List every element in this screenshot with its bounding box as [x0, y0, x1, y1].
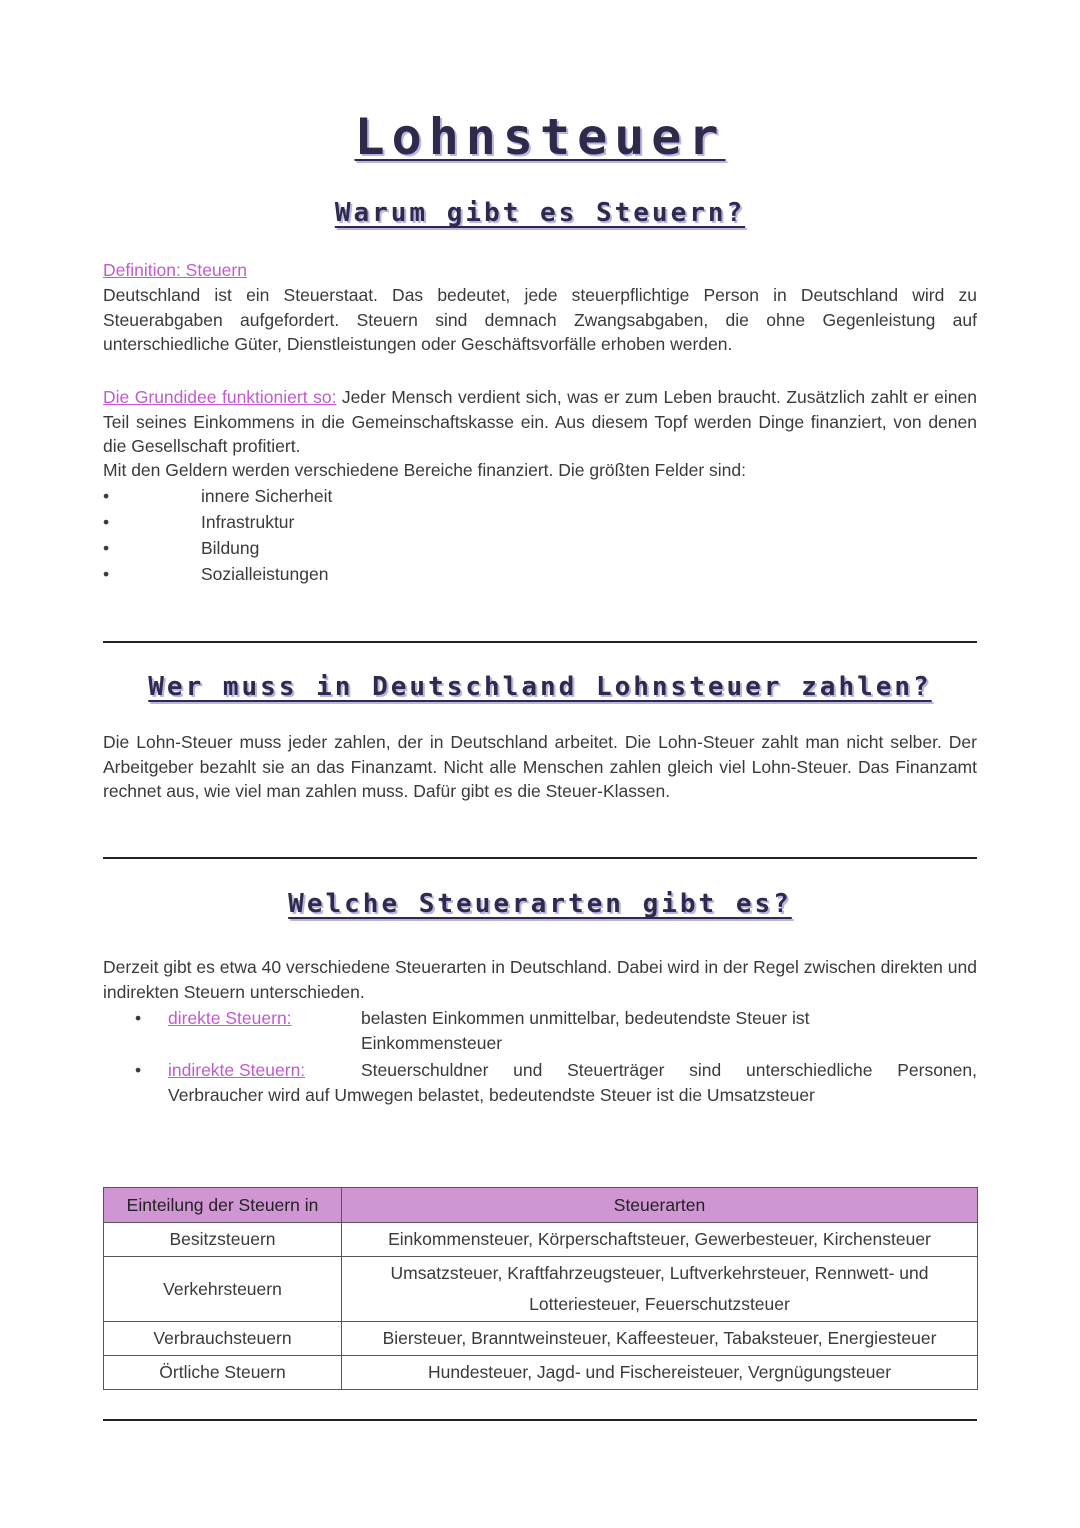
bullet-icon: •	[103, 486, 110, 506]
table-cell: Einkommensteuer, Körperschaftsteuer, Gewerbesteuer, Kirchensteuer	[342, 1223, 978, 1257]
bullet-icon: •	[135, 1008, 142, 1028]
direct-taxes-text: belasten Einkommen unmittelbar, bedeutendste Steuer ist	[361, 1008, 810, 1028]
idea-paragraph	[103, 385, 977, 459]
idea-text: Jeder Mensch verdient sich, was er zum Leben braucht. Zusätzlich zahlt er einen Teil seines Einkommens in die Gemeinschaftskasse ein. Aus diesem Topf werden Dinge finanziert, von denen die Gesellschaft profitiert.	[103, 387, 977, 456]
bullet-icon: •	[103, 564, 110, 584]
table-cell: Verbrauchsteuern	[104, 1322, 342, 1356]
tax-type-list	[103, 1006, 977, 1110]
definition-text: Deutschland ist ein Steuerstaat. Das bedeutet, jede steuerpflichtige Person in Deutschland wird zu Steuerabgaben aufgefordert. Steuern sind demnach Zwangsabgaben, die ohne Gegenleistung auf unterschiedliche Güter, Dienstleistungen oder Geschäftsvorfälle erhoben werden.	[103, 285, 977, 354]
list-item: • innere Sicherheit	[103, 483, 977, 509]
bullet-icon: •	[135, 1060, 142, 1080]
indirect-taxes-label: indirekte Steuern:	[168, 1060, 306, 1080]
direct-taxes-label: direkte Steuern:	[168, 1008, 292, 1028]
bullet-icon: •	[103, 538, 110, 558]
who-pays-text: Die Lohn-Steuer muss jeder zahlen, der in Deutschland arbeitet. Die Lohn-Steuer zahlt man nicht selber. Der Arbeitgeber bezahlt sie an das Finanzamt. Nicht alle Menschen zahlen gleich viel Lohn-Steuer. Das Finanzamt rechnet aus, wie viel man zahlen muss. Dafür gibt es die Steuer-Klassen.	[103, 732, 977, 801]
table-cell: Verkehrsteuern	[104, 1257, 342, 1322]
table-header-row	[104, 1188, 978, 1223]
fields-list	[103, 483, 977, 587]
table-row	[104, 1356, 978, 1390]
list-item	[103, 1006, 977, 1058]
divider	[103, 641, 977, 643]
divider	[103, 1419, 977, 1421]
tax-types-table	[103, 1187, 978, 1390]
indirect-taxes-text: Steuerschuldner und Steuerträger sind unterschiedliche Personen,	[361, 1060, 977, 1080]
table-cell: Biersteuer, Branntweinsteuer, Kaffeesteuer, Tabaksteuer, Energiesteuer	[342, 1322, 978, 1356]
section-heading-who-pays: Wer muss in Deutschland Lohnsteuer zahlen?	[148, 672, 932, 702]
indirect-taxes-text-2: Verbraucher wird auf Umwegen belastet, bedeutendste Steuer ist die Umsatzsteuer	[168, 1085, 815, 1105]
table-cell: Umsatzsteuer, Kraftfahrzeugsteuer, Luftverkehrsteuer, Rennwett- und Lotteriesteuer, Feuerschutzsteuer	[342, 1257, 978, 1322]
idea-label: Die Grundidee funktioniert so:	[103, 387, 337, 407]
list-item: • Bildung	[103, 535, 977, 561]
table-cell: Örtliche Steuern	[104, 1356, 342, 1390]
tax-types-intro: Derzeit gibt es etwa 40 verschiedene Steuerarten in Deutschland. Dabei wird in der Regel zwischen direkten und indirekten Steuern unterschieden.	[103, 957, 977, 1002]
table-row	[104, 1223, 978, 1257]
table-row	[104, 1322, 978, 1356]
table-cell: Besitzsteuern	[104, 1223, 342, 1257]
section-heading-why-taxes: Warum gibt es Steuern?	[334, 198, 746, 228]
list-item: • Sozialleistungen	[103, 561, 977, 587]
page-title: Lohnsteuer	[354, 108, 726, 166]
table-cell: Hundesteuer, Jagd- und Fischereisteuer, Vergnügungsteuer	[342, 1356, 978, 1390]
table-row	[104, 1257, 978, 1322]
table-header-cell: Steuerarten	[342, 1188, 978, 1223]
divider	[103, 857, 977, 859]
table-header-cell: Einteilung der Steuern in	[104, 1188, 342, 1223]
fields-intro: Mit den Geldern werden verschiedene Bereiche finanziert. Die größten Felder sind:	[103, 460, 746, 480]
list-item: • Infrastruktur	[103, 509, 977, 535]
section-heading-tax-types: Welche Steuerarten gibt es?	[288, 889, 792, 919]
bullet-icon: •	[103, 512, 110, 532]
direct-taxes-text-2: Einkommensteuer	[361, 1033, 503, 1053]
list-item	[103, 1058, 977, 1110]
definition-label: Definition: Steuern	[103, 260, 247, 280]
